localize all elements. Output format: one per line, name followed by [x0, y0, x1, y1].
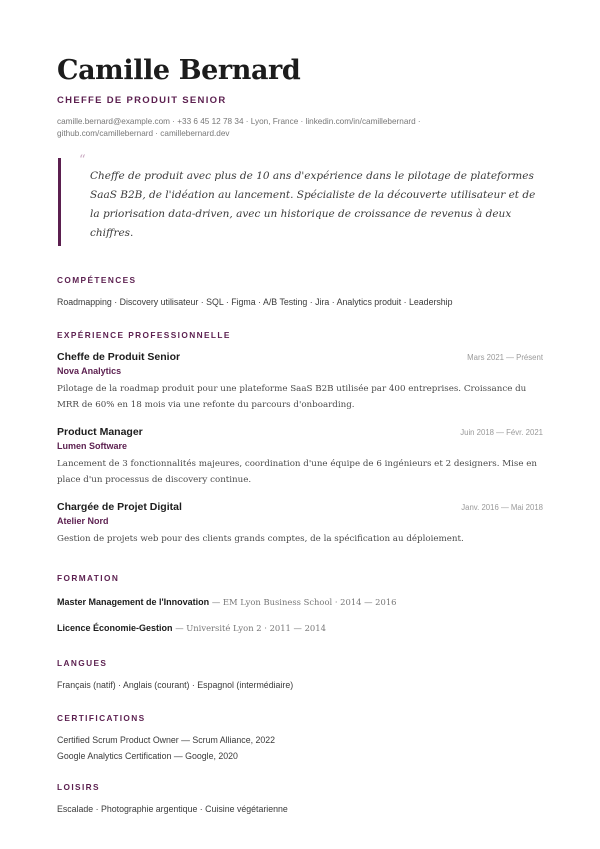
job-headline: CHEFFE DE PRODUIT SENIOR	[57, 95, 227, 106]
experience-item	[57, 501, 543, 548]
languages-list: Français (natif) · Anglais (courant) · Espagnol (intermédiaire)	[57, 679, 294, 690]
education-item	[57, 623, 543, 633]
education-degree: Licence Économie-Gestion	[57, 622, 173, 633]
job-dates: Janv. 2016 — Mai 2018	[461, 503, 543, 512]
education-meta: — Université Lyon 2 · 2011 — 2014	[172, 622, 326, 633]
experience-item	[57, 426, 543, 488]
education-degree: Master Management de l'Innovation	[57, 596, 210, 607]
experience-item	[57, 351, 543, 413]
job-description: Gestion de projets web pour des clients grands comptes, de la spécification au déploiement.	[57, 534, 464, 544]
job-title: Chargée de Projet Digital	[57, 501, 182, 513]
job-title: Product Manager	[57, 426, 143, 438]
contact-line: camille.bernard@example.com · +33 6 45 12 78 34 · Lyon, France · linkedin.com/in/camillebernard · github.com/camillebernard · camillebernard.dev	[57, 117, 421, 138]
hobbies-list: Escalade · Photographie argentique · Cuisine végétarienne	[57, 803, 288, 814]
job-title: Cheffe de Produit Senior	[57, 351, 181, 363]
job-company: Nova Analytics	[57, 366, 122, 376]
job-description: Lancement de 3 fonctionnalités majeures, coordination d'une équipe de 6 ingénieurs et 2 designers. Mise en place d'un processus de discovery continue.	[57, 459, 538, 485]
section-title-experience: EXPÉRIENCE PROFESSIONNELLE	[57, 330, 231, 340]
job-dates: Juin 2018 — Févr. 2021	[460, 428, 543, 437]
certification-item: Certified Scrum Product Owner — Scrum Alliance, 2022	[57, 734, 276, 745]
candidate-name: Camille Bernard	[57, 55, 301, 86]
job-dates: Mars 2021 — Présent	[467, 353, 543, 362]
education-meta: — EM Lyon Business School · 2014 — 2016	[209, 596, 397, 607]
section-title-skills: COMPÉTENCES	[57, 275, 137, 285]
skills-list: Roadmapping · Discovery utilisateur · SQL · Figma · A/B Testing · Jira · Analytics produit · Leadership	[57, 297, 453, 307]
job-company: Atelier Nord	[57, 516, 109, 526]
summary-text: Cheffe de produit avec plus de 10 ans d'expérience dans le pilotage de plateformes SaaS B2B, de l'idéation au lancement. Spécialiste de la découverte utilisateur et de la priorisation data-driven, avec un historique de croissance de revenus à deux chiffres.	[90, 170, 536, 239]
section-title-hobbies: LOISIRS	[57, 781, 100, 792]
job-company: Lumen Software	[57, 441, 128, 451]
summary-block	[58, 153, 543, 246]
section-title-education: FORMATION	[57, 572, 120, 583]
section-title-certifications: CERTIFICATIONS	[57, 712, 146, 723]
education-item	[57, 597, 543, 607]
quote-icon: “	[79, 153, 86, 168]
certification-item: Google Analytics Certification — Google, 2020	[57, 750, 238, 761]
section-title-languages: LANGUES	[57, 657, 108, 668]
job-description: Pilotage de la roadmap produit pour une plateforme SaaS B2B utilisée par 400 entreprises. Croissance du MRR de 60% en 18 mois via une refonte du parcours d'onboarding.	[57, 384, 527, 410]
